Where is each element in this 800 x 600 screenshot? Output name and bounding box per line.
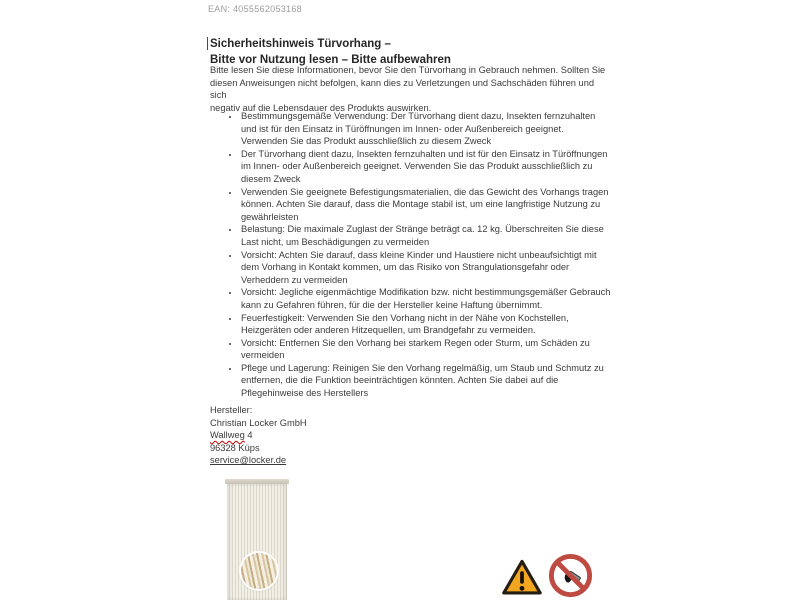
manufacturer-city: 96328 Küps <box>210 442 260 453</box>
safety-bullet: • Pflege und Lagerung: Reinigen Sie den Vorhang regelmäßig, um Staub und Schmutz zu entfernen, die die Funktion beeinträchtigen könnten. Achten Sie dabei auf die Pflegehinweise des Herstellers <box>240 362 612 400</box>
intro-line: Bitte lesen Sie diese Informationen, bevor Sie den Türvorhang in Gebrauch nehmen. Sollten Sie <box>210 65 606 75</box>
manufacturer-company: Christian Locker GmbH <box>210 417 307 428</box>
safety-bullet: • Vorsicht: Jegliche eigenmächtige Modifikation bzw. nicht bestimmungsgemäßer Gebrauch kann zu Gefahren führen, für die der Hersteller keine Haftung übernimmt. <box>240 286 612 311</box>
text-cursor <box>207 37 208 50</box>
curtain-detail-magnifier <box>241 553 277 589</box>
intro-line: negativ auf die Lebensdauer des Produkts auswirken. <box>210 103 432 114</box>
safety-bullet-list <box>210 110 612 400</box>
manufacturer-label: Hersteller: <box>210 405 253 415</box>
product-photo-strip-curtain <box>227 479 287 600</box>
intro-paragraph <box>210 64 610 115</box>
safety-bullet: • Vorsicht: Achten Sie darauf, dass kleine Kinder und Haustiere nicht unbeaufsichtigt mit dem Vorhang in Kontakt kommen, um das Risiko von Strangulationsgefahr oder Verheddern zu vermeiden <box>240 249 612 287</box>
manufacturer-street <box>210 429 307 442</box>
ean-code: EAN: 4055562053168 <box>208 4 302 14</box>
spellcheck-underlined-word: Wallweg <box>210 430 245 441</box>
safety-bullet: • Belastung: Die maximale Zuglast der Stränge beträgt ca. 12 kg. Überschreiten Sie diese Last nicht, um Beschädigungen zu vermeiden <box>240 223 612 248</box>
warning-triangle-icon <box>501 557 543 598</box>
safety-bullet: • Feuerfestigkeit: Verwenden Sie den Vorhang nicht in der Nähe von Kochstellen, Heizgeräten oder anderen Hitzequellen, um Brandgefahr zu vermeiden. <box>240 312 612 337</box>
safety-bullet: • Verwenden Sie geeignete Befestigungsmaterialien, die das Gewicht des Vorhangs tragen können. Achten Sie darauf, dass die Montage stabil ist, um eine langfristige Nutzung zu gewährleisten <box>240 186 612 224</box>
no-open-flames-icon <box>548 553 593 598</box>
safety-bullet: • Bestimmungsgemäße Verwendung: Der Türvorhang dient dazu, Insekten fernzuhalten und ist für den Einsatz in Türöffnungen im Innen- oder Außenbereich geeignet. Verwenden Sie das Produkt ausschließlich zu diesem Zweck <box>240 110 612 148</box>
safety-bullet: • Vorsicht: Entfernen Sie den Vorhang bei starkem Regen oder Sturm, um Schäden zu vermeiden <box>240 337 612 362</box>
title-line-2: Bitte vor Nutzung lesen – Bitte aufbewahren <box>210 54 451 66</box>
intro-line: diesen Anweisungen nicht befolgen, kann dies zu Verletzungen und Sachschäden führen und sich <box>210 77 595 101</box>
manufacturer-block <box>210 404 307 467</box>
safety-bullet: • Der Türvorhang dient dazu, Insekten fernzuhalten und ist für den Einsatz in Türöffnungen im Innen- oder Außenbereich geeignet. Verwenden Sie das Produkt ausschließlich zu diesem Zweck <box>240 148 612 186</box>
email-link[interactable]: service@locker.de <box>210 455 287 466</box>
title-line-1: Sicherheitshinweis Türvorhang – <box>210 38 391 50</box>
street-number: 4 <box>244 430 253 441</box>
